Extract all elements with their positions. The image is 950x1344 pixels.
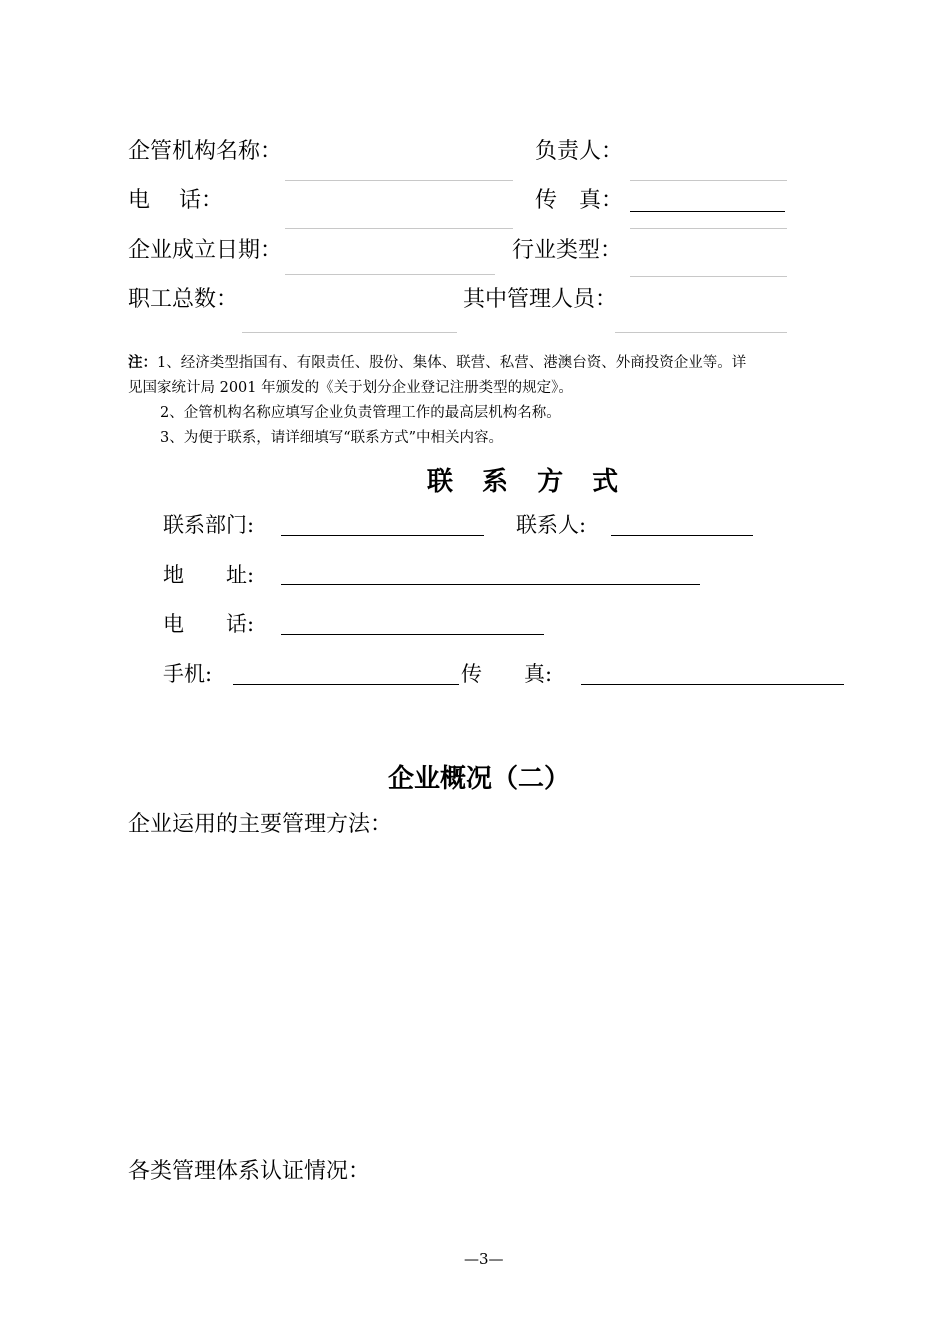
industry-type-field[interactable] — [630, 276, 787, 277]
org-name-field[interactable] — [285, 180, 513, 181]
note-prefix: 注： — [128, 354, 157, 371]
founding-date-label: 企业成立日期： — [128, 238, 283, 263]
contact-address-label: 地 址: — [163, 563, 255, 587]
contact-title: 联 系 方 式 — [427, 467, 629, 497]
overview-title: 企业概况（二） — [388, 764, 571, 794]
industry-type-label: 行业类型： — [512, 238, 623, 263]
staff-total-label: 职工总数： — [128, 287, 239, 312]
phone-label: 电 话： — [128, 188, 223, 213]
contact-fax-label: 传 真: — [461, 662, 553, 686]
contact-phone-field[interactable] — [281, 634, 544, 635]
fax-field[interactable] — [630, 228, 787, 229]
contact-mobile-label: 手机: — [163, 662, 213, 686]
management-methods-label: 企业运用的主要管理方法： — [128, 812, 393, 837]
note-line-1b: 见国家统计局 2001 年颁发的《关于划分企业登记注册类型的规定》。 — [128, 380, 573, 396]
phone-field[interactable] — [285, 228, 513, 229]
contact-person-field[interactable] — [611, 535, 753, 536]
fax-underline[interactable] — [630, 211, 785, 212]
page-number: —3— — [464, 1250, 504, 1268]
person-in-charge-field[interactable] — [630, 180, 787, 181]
org-name-label: 企管机构名称： — [128, 139, 283, 164]
certification-area[interactable] — [128, 1195, 848, 1235]
note-1-text: 1、经济类型指国有、有限责任、股份、集体、联营、私营、港澳台资、外商投资企业等。详 — [157, 355, 747, 371]
certification-label: 各类管理体系认证情况： — [128, 1159, 371, 1184]
contact-address-field[interactable] — [281, 584, 700, 585]
fax-label: 传 真： — [535, 188, 624, 213]
contact-fax-field[interactable] — [581, 684, 844, 685]
management-methods-area[interactable] — [128, 850, 848, 1130]
person-in-charge-label: 负责人： — [535, 139, 624, 164]
note-line-1 — [128, 354, 746, 372]
contact-person-label: 联系人: — [516, 513, 587, 537]
contact-department-field[interactable] — [281, 535, 484, 536]
note-line-3: 3、为便于联系，请详细填写“联系方式”中相关内容。 — [160, 430, 504, 446]
founding-date-field[interactable] — [285, 274, 495, 275]
staff-total-field[interactable] — [242, 332, 457, 333]
management-staff-field[interactable] — [615, 332, 787, 333]
contact-department-label: 联系部门: — [163, 513, 255, 537]
management-staff-label: 其中管理人员： — [463, 287, 618, 312]
contact-mobile-field[interactable] — [233, 684, 459, 685]
contact-phone-label: 电 话: — [163, 612, 255, 636]
note-line-2: 2、企管机构名称应填写企业负责管理工作的最高层机构名称。 — [160, 405, 561, 421]
